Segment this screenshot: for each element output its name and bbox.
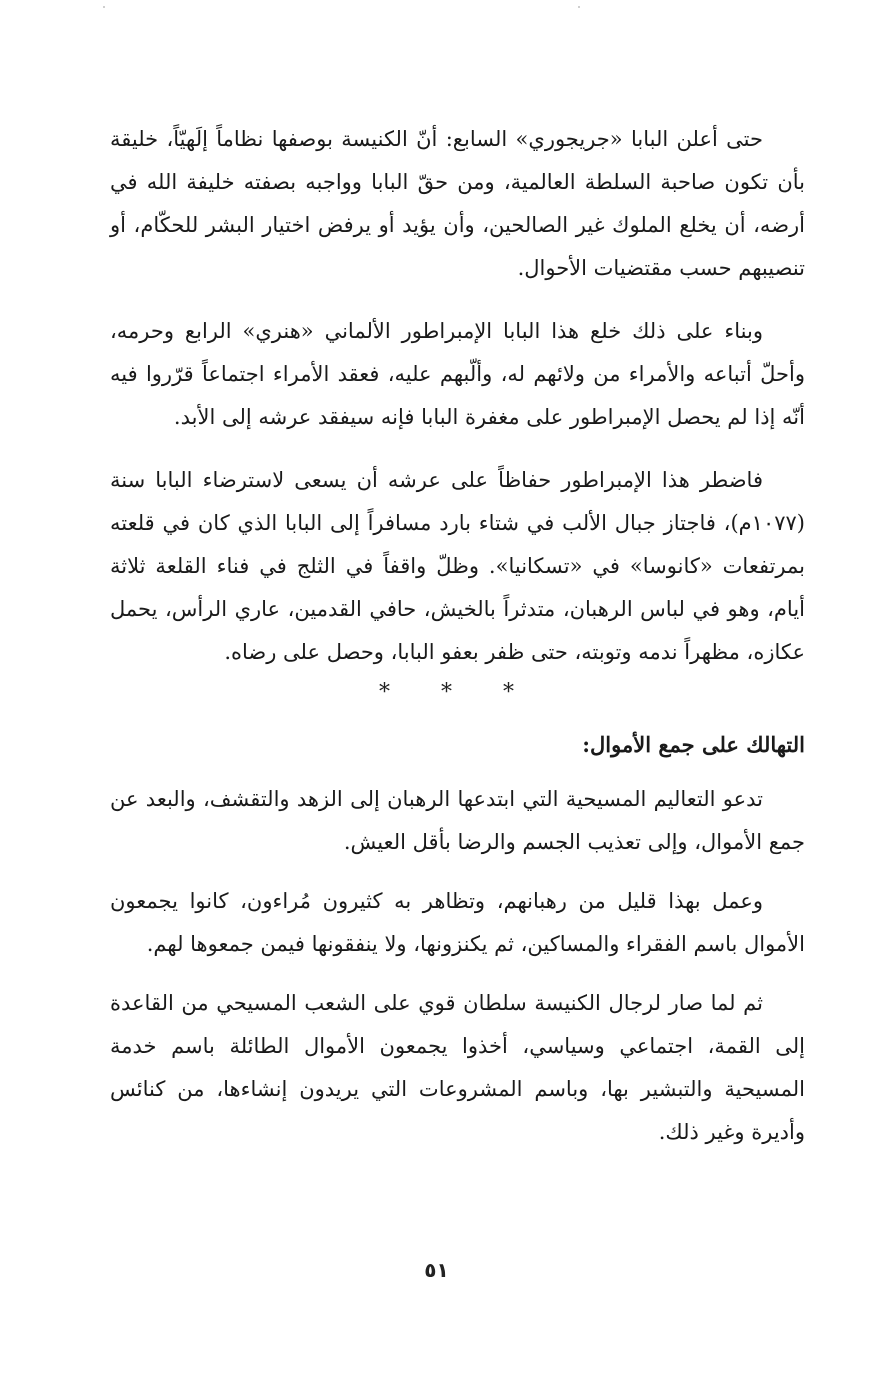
scan-speck: [103, 6, 105, 8]
section-heading: التهالك على جمع الأموال:: [582, 732, 805, 757]
paragraph: وبناء على ذلك خلع هذا البابا الإمبراطور الألماني «هنري» الرابع وحرمه، وأحلّ أتباعه والأمراء من ولائهم له، وألّبهم عليه، فعقد الأمراء اجتماعاً قرّروا فيه أنّه إذا لم يحصل الإمبراطور على مغفرة البابا فإنه سيفقد عرشه إلى الأبد.: [110, 319, 805, 429]
paragraph: وعمل بهذا قليل من رهبانهم، وتظاهر به كثيرون مُراءون، كانوا يجمعون الأموال باسم الفقراء والمساكين، ثم يكنزونها، ولا ينفقونها فيمن جمعوها لهم.: [110, 889, 805, 956]
paragraph: فاضطر هذا الإمبراطور حفاظاً على عرشه أن يسعى لاسترضاء البابا سنة (١٠٧٧م)، فاجتاز جبال الألب في شتاء بارد مسافراً إلى البابا الذي كان في قلعته بمرتفعات «كانوسا» في «تسكانيا». وظلّ واقفاً في الثلج في فناء القلعة ثلاثة أيام، وهو في لباس الرهبان، متدثراً بالخيش، حافي القدمين، عاري الرأس، يحمل عكازه، مظهراً ندمه وتوبته، حتى ظفر بعفو البابا، وحصل على رضاه.: [110, 468, 805, 664]
section-separator: * * *: [379, 680, 536, 705]
paragraph: تدعو التعاليم المسيحية التي ابتدعها الرهبان إلى الزهد والتقشف، والبعد عن جمع الأموال، وإلى تعذيب الجسم والرضا بأقل العيش.: [110, 787, 805, 854]
page-number: ٥١: [424, 1258, 449, 1282]
page-body: [110, 118, 805, 1154]
paragraph: حتى أعلن البابا «جريجوري» السابع: أنّ الكنيسة بوصفها نظاماً إلَهيّاً، خليقة بأن تكون صاحبة السلطة العالمية، ومن حقّ البابا وواجبه بصفته خليفة الله في أرضه، أن يخلع الملوك غير الصالحين، وأن يؤيد أو يرفض اختيار البشر للحكّام، أو تنصيبهم حسب مقتضيات الأحوال.: [110, 127, 805, 280]
paragraph: ثم لما صار لرجال الكنيسة سلطان قوي على الشعب المسيحي من القاعدة إلى القمة، اجتماعي وسياسي، أخذوا يجمعون الأموال الطائلة باسم خدمة المسيحية والتبشير بها، وباسم المشروعات التي يريدون إنشاءها، من كنائس وأديرة وغير ذلك.: [110, 991, 805, 1144]
scan-speck: [578, 6, 580, 8]
